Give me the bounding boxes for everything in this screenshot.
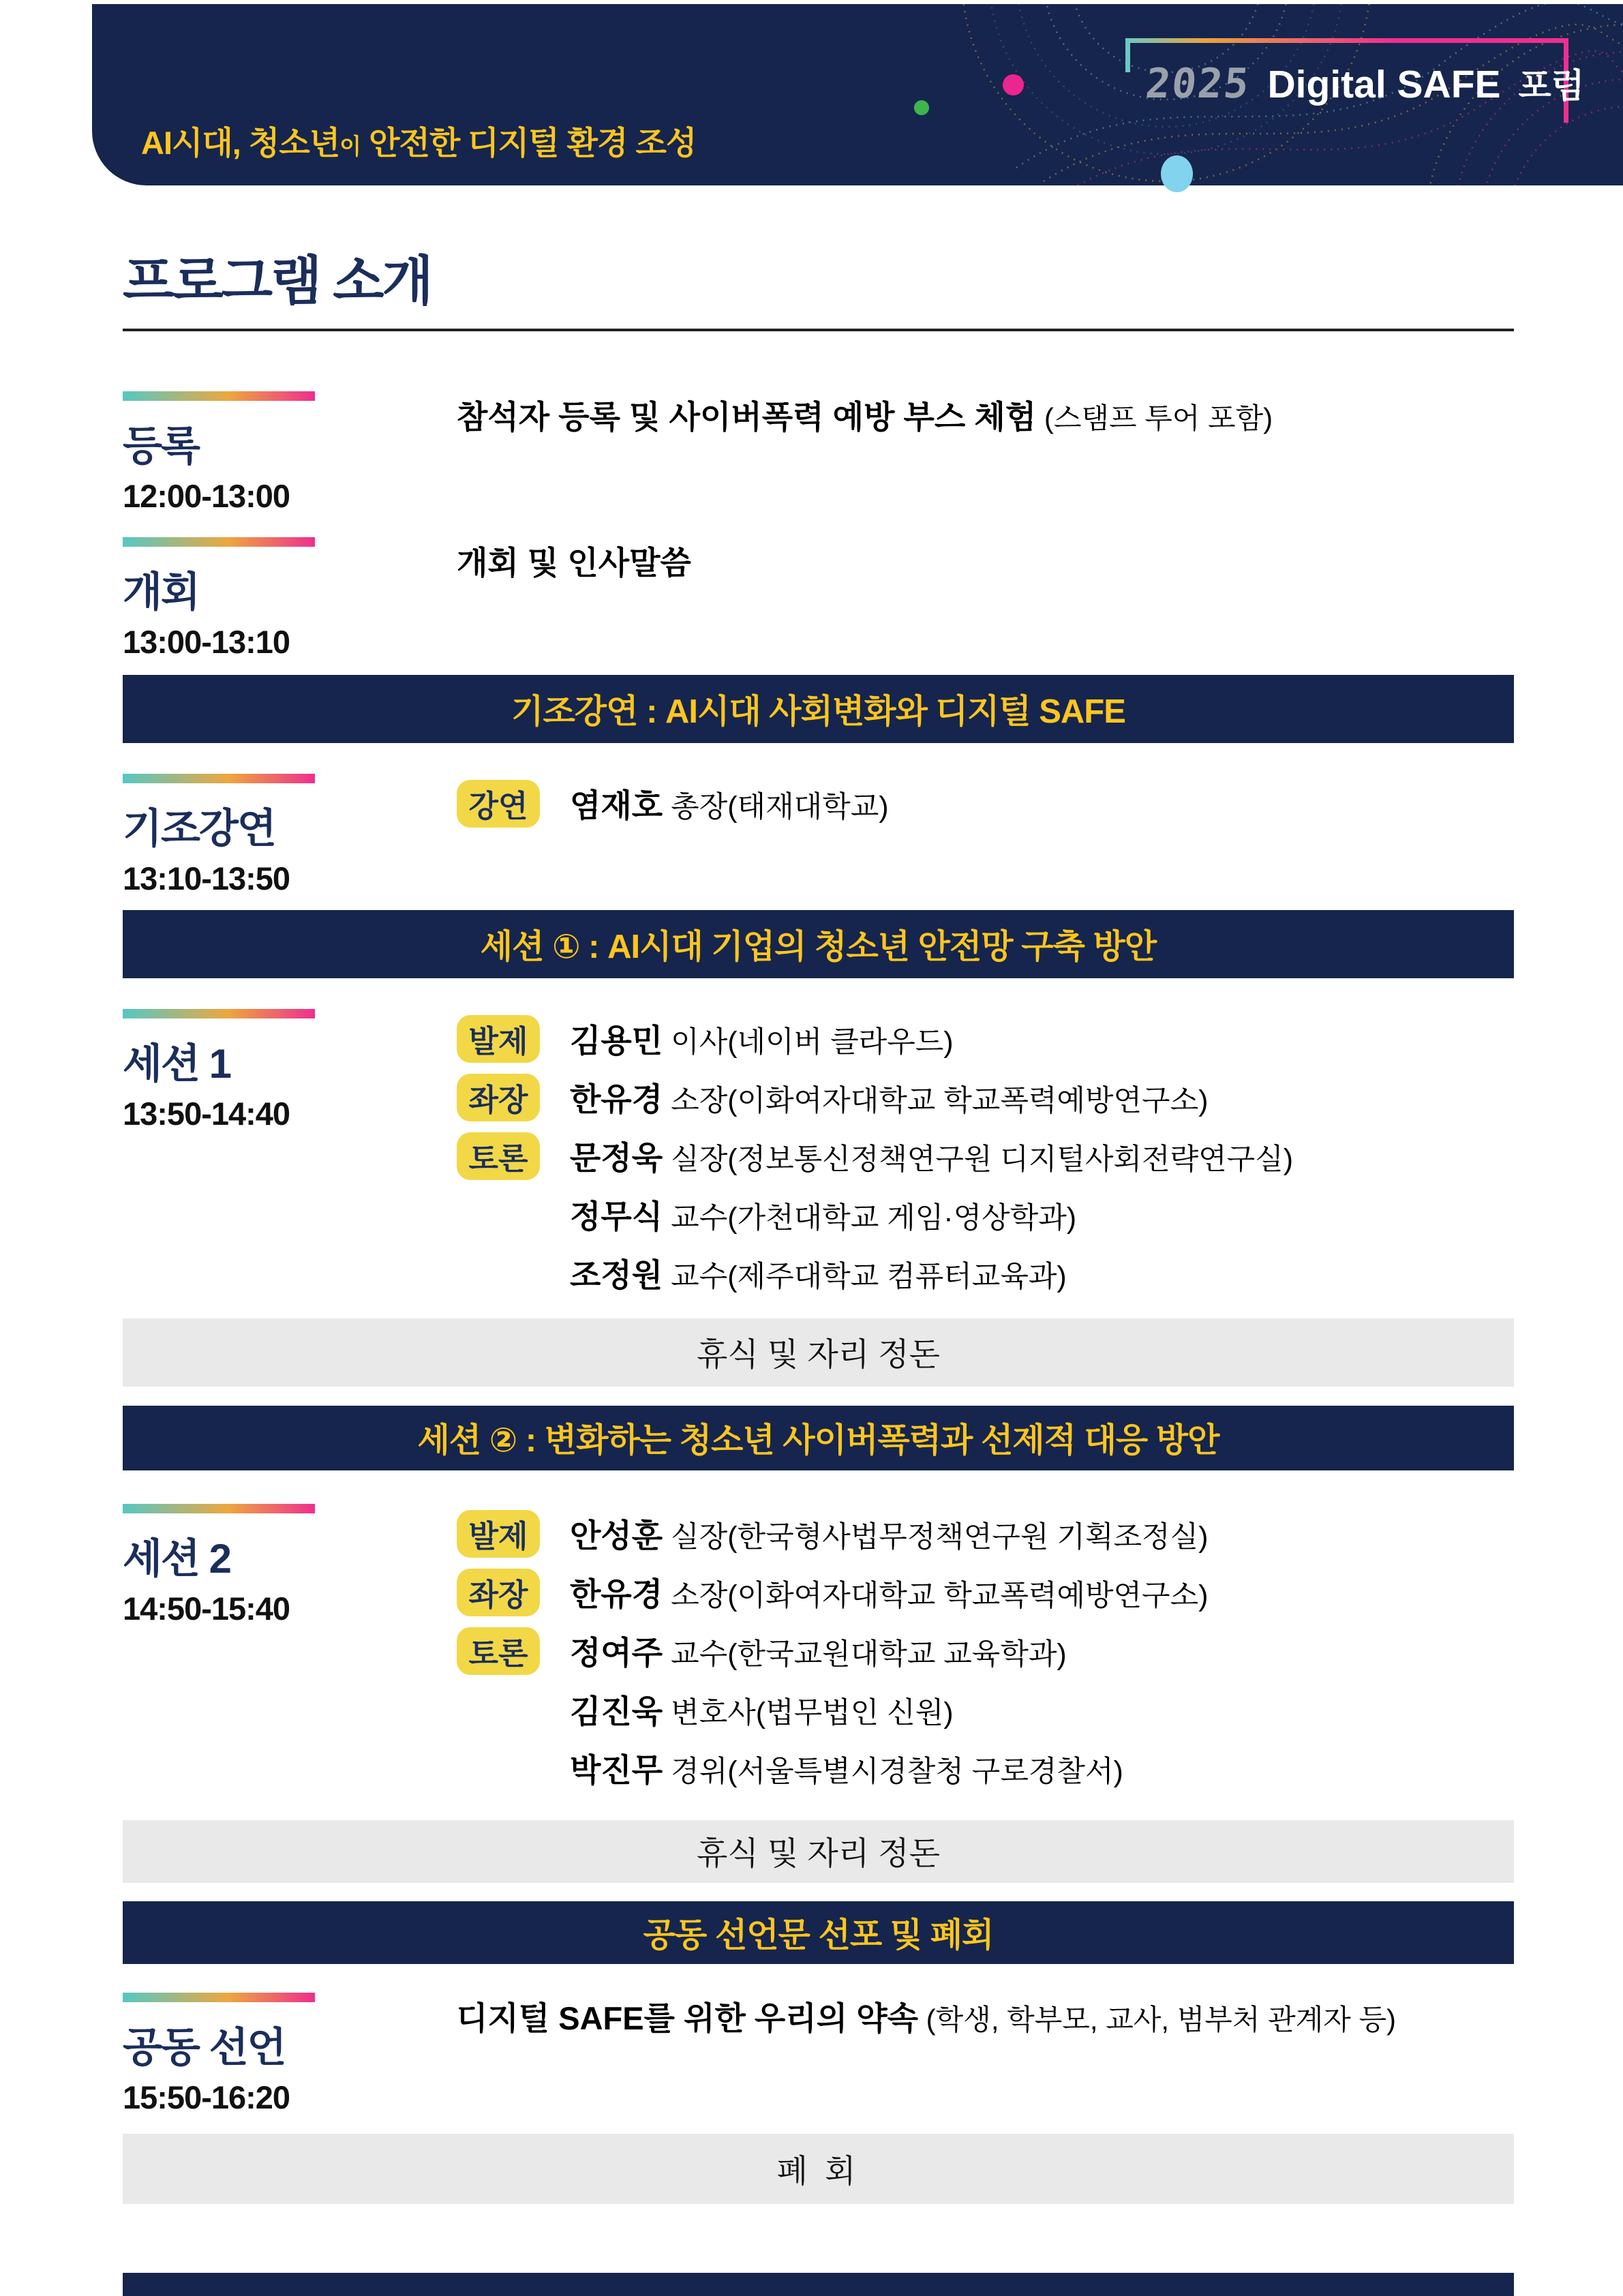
- header-band: [92, 4, 1623, 185]
- speaker-entry: [457, 1132, 1514, 1181]
- row-right: [457, 774, 1514, 910]
- row-time: 15:50-16:20: [123, 2079, 290, 2115]
- row-time: 14:50-15:40: [123, 1590, 290, 1627]
- speaker-line: [570, 1250, 1067, 1296]
- row-left: [123, 774, 457, 910]
- gradient-bar: [123, 537, 315, 547]
- schedule-row-opening: [123, 537, 1514, 675]
- speaker-line: [570, 1074, 1208, 1120]
- gradient-bar: [123, 1009, 315, 1018]
- row-left: [123, 1504, 457, 1820]
- logo-suffix: 포럼: [1518, 67, 1585, 105]
- speaker-line: [570, 1133, 1293, 1179]
- speaker-line: [570, 1569, 1208, 1615]
- decor-dot-pink: [1003, 74, 1024, 95]
- slogan-particle: 이: [339, 134, 361, 159]
- speaker-entry: [457, 1568, 1514, 1617]
- speaker-line: [570, 1192, 1076, 1237]
- description-bold: 디지털 SAFE를 위한 우리의 약속: [457, 1999, 919, 2036]
- schedule-row-registration: [123, 391, 1514, 537]
- break-band: 휴식 및 자리 정돈: [123, 1318, 1514, 1387]
- gradient-bar: [123, 774, 315, 783]
- section-band-session2: 세션 ② : 변화하는 청소년 사이버폭력과 선제적 대응 방안: [123, 1406, 1514, 1470]
- speaker-role: 소장(이화여자대학교 학교폭력예방연구소): [663, 1580, 1209, 1613]
- logo-brand: Digital SAFE: [1267, 63, 1501, 106]
- row-label: 기조강연: [123, 805, 275, 851]
- row-label: 세션 2: [123, 1535, 230, 1582]
- gradient-bar: [123, 1993, 315, 2002]
- speaker-entry: [457, 779, 1514, 828]
- speaker-entry: [457, 1190, 1514, 1239]
- forum-logo: [1125, 38, 1585, 142]
- row-description: [457, 1998, 1514, 2040]
- logo-year: 2025: [1143, 60, 1253, 108]
- speaker-entry: [457, 1249, 1514, 1298]
- speaker-role: 교수(제주대학교 컴퓨터교육과): [663, 1260, 1067, 1294]
- speaker-line: [570, 1628, 1067, 1674]
- speaker-entry: [457, 1744, 1514, 1793]
- row-left: [123, 391, 457, 537]
- role-badge: 토론: [457, 1627, 540, 1675]
- speaker-line: [570, 1745, 1123, 1791]
- row-description: [457, 543, 1514, 585]
- speaker-name: 김진욱: [570, 1693, 663, 1730]
- schedule-row-session1: [123, 1009, 1514, 1318]
- speaker-entry: [457, 1014, 1514, 1063]
- slogan-part-2: 안전한 디지털 환경 조성: [361, 125, 697, 161]
- speaker-name: 정무식: [570, 1198, 663, 1235]
- description-normal: (학생, 학부모, 교사, 범부처 관계자 등): [918, 2003, 1397, 2036]
- description-bold: 개회 및 인사말씀: [457, 544, 691, 581]
- row-time: 12:00-13:00: [123, 477, 290, 514]
- speaker-entry: [457, 1685, 1514, 1734]
- row-description: [457, 397, 1514, 439]
- speaker-name: 염재호: [570, 787, 663, 824]
- logo-frame-left: [1125, 38, 1130, 72]
- row-time: 13:10-13:50: [123, 860, 290, 896]
- logo-text: [1143, 59, 1585, 108]
- schedule-row-declaration: [123, 1993, 1514, 2134]
- speaker-entry: [457, 1627, 1514, 1676]
- speaker-role: 교수(가천대학교 게임·영상학과): [663, 1202, 1077, 1235]
- row-label: 등록: [123, 423, 199, 469]
- section-band-keynote: 기조강연 : AI시대 사회변화와 디지털 SAFE: [123, 675, 1514, 743]
- speaker-role: 총장(태재대학교): [663, 791, 889, 824]
- speaker-role: 변호사(법무법인 신원): [663, 1697, 954, 1730]
- program-content: [123, 251, 1514, 2204]
- footer-bar: [123, 2273, 1514, 2296]
- decor-dot-green: [914, 100, 929, 115]
- row-time: 13:00-13:10: [123, 623, 290, 660]
- speaker-entry: [457, 1509, 1514, 1558]
- break-band: 휴식 및 자리 정돈: [123, 1820, 1514, 1883]
- speaker-line: [570, 1511, 1208, 1556]
- row-label: 개회: [123, 569, 199, 615]
- speaker-name: 한유경: [570, 1081, 663, 1118]
- header-slogan: [141, 118, 696, 164]
- speaker-line: [570, 1687, 954, 1732]
- row-left: [123, 1993, 457, 2134]
- schedule-row-session2: [123, 1504, 1514, 1820]
- row-right: [457, 1504, 1514, 1820]
- speaker-name: 김용민: [570, 1023, 663, 1059]
- role-badge: 토론: [457, 1132, 540, 1180]
- closing-band: 폐 회: [123, 2134, 1514, 2204]
- row-right: [457, 391, 1514, 537]
- row-time: 13:50-14:40: [123, 1095, 290, 1132]
- speaker-role: 이사(네이버 클라우드): [663, 1026, 954, 1059]
- speaker-role: 실장(정보통신정책연구원 디지털사회전략연구실): [663, 1143, 1294, 1177]
- decor-dot-blue: [1161, 155, 1193, 192]
- row-right: [457, 1009, 1514, 1318]
- role-badge: 좌장: [457, 1569, 540, 1616]
- row-right: [457, 1993, 1514, 2134]
- row-left: [123, 1009, 457, 1318]
- speaker-line: [570, 1016, 954, 1061]
- row-left: [123, 537, 457, 675]
- row-right: [457, 537, 1514, 675]
- speaker-role: 소장(이화여자대학교 학교폭력예방연구소): [663, 1085, 1209, 1118]
- description-bold: 참석자 등록 및 사이버폭력 예방 부스 체험: [457, 398, 1037, 435]
- row-label: 세션 1: [123, 1040, 230, 1087]
- speaker-role: 실장(한국형사법무정책연구원 기획조정실): [663, 1521, 1209, 1554]
- gradient-bar: [123, 391, 315, 401]
- role-badge: 강연: [457, 780, 540, 828]
- section-band-session1: 세션 ① : AI시대 기업의 청소년 안전망 구축 방안: [123, 910, 1514, 978]
- row-label: 공동 선언: [123, 2024, 286, 2070]
- role-badge: 좌장: [457, 1074, 540, 1121]
- page-title: 프로그램 소개: [123, 251, 431, 311]
- role-badge: 발제: [457, 1015, 540, 1063]
- slogan-part-1: AI시대, 청소년: [141, 125, 340, 161]
- role-badge: 발제: [457, 1510, 540, 1558]
- speaker-name: 정여주: [570, 1635, 663, 1672]
- speaker-entry: [457, 1073, 1514, 1122]
- speaker-name: 한유경: [570, 1576, 663, 1613]
- speaker-name: 문정욱: [570, 1140, 663, 1177]
- gradient-bar: [123, 1504, 315, 1513]
- speaker-name: 안성훈: [570, 1517, 663, 1554]
- speaker-line: [570, 781, 889, 826]
- logo-frame-top: [1125, 38, 1568, 43]
- speaker-role: 경위(서울특별시경찰청 구로경찰서): [663, 1755, 1123, 1789]
- description-normal: (스탬프 투어 포함): [1036, 402, 1273, 434]
- speaker-name: 박진무: [570, 1752, 663, 1789]
- title-rule: [123, 329, 1514, 331]
- section-band-declaration: 공동 선언문 선포 및 폐회: [123, 1901, 1514, 1964]
- schedule-row-keynote: [123, 774, 1514, 910]
- speaker-name: 조정원: [570, 1257, 663, 1294]
- speaker-role: 교수(한국교원대학교 교육학과): [663, 1638, 1067, 1672]
